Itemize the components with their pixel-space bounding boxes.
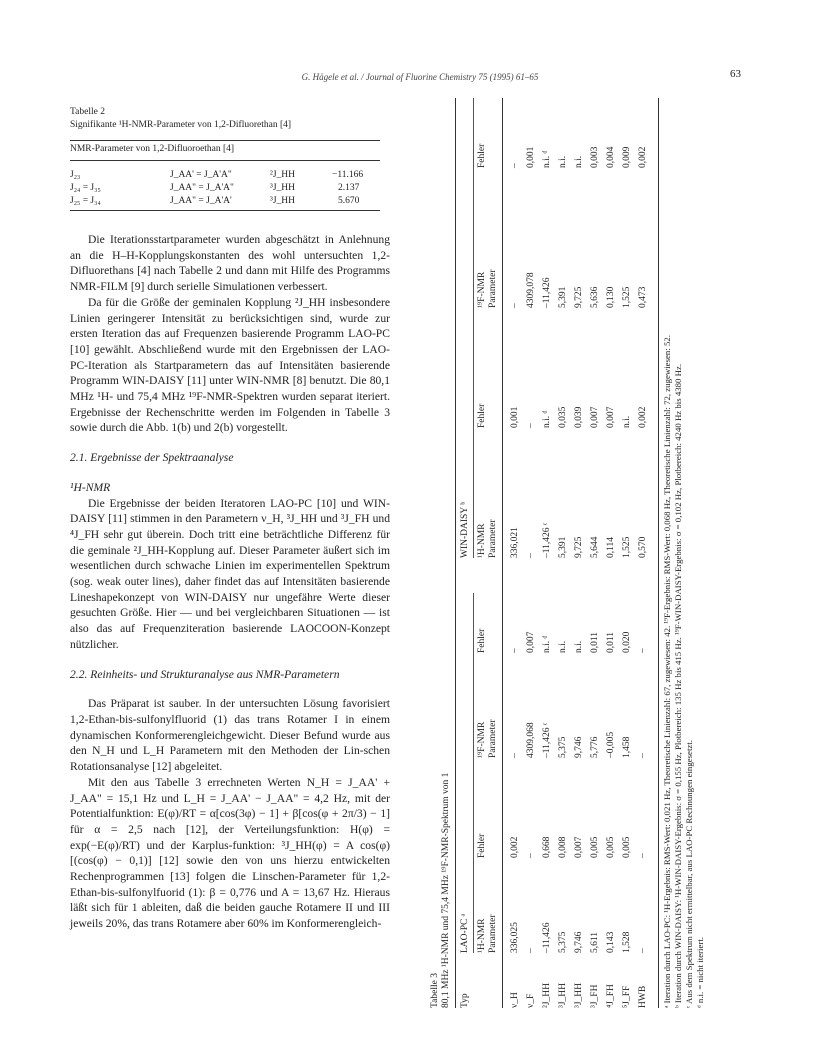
table3-cell: 5,611 (590, 931, 600, 953)
table2-cell: 5.670 (338, 196, 360, 206)
table3-cell: 0,035 (558, 406, 568, 428)
table3-cell: –11,426 ᶜ (542, 522, 552, 558)
table2-cell: J_AA" = J_A'A" (170, 183, 234, 193)
table2-caption-block (70, 106, 291, 132)
table3-cell: 0,570 (638, 536, 648, 558)
table3-cell: n.i. ᵈ (542, 150, 552, 168)
table3-cell: –11,426 (542, 922, 552, 953)
paragraph: Mit den aus Tabelle 3 errechneten Werten N_H = J_AA' + J_AA" = 15,1 Hz und L_H = J_AA' − J_AA" = 4,2 Hz, mit der Potentialfunktion: E(φ)/RT = α[cos(3φ) − 1] + β[cos(φ + 2π/3) − 1] für α = 2,5 nach [12], der Verteilungsfunktion: H(φ) = exp(−E(φ)/RT) und der Karplus-funktion: ³J_HH(φ) = A cos(φ)[(cos(φ) − 0,1)] [12] sowie den von uns hierzu entwickelten Rechenprogrammen [13] folgen die Linschen-Parameter für 1,2-Ethan-bis-sulfonylfuorid (1): β = 0,776 und A = 13,67 Hz. Hieraus läßt sich für 1 ableiten, daß die beiden gauche Rotamere II und III jeweils 20%, das trans Rotamere aber 60% im Konformerengleich- (70, 775, 390, 931)
table2-row (70, 170, 380, 182)
table3-cell: ²J_HH (542, 982, 552, 1008)
table2-cell: J_AA" = J_A'A' (170, 196, 232, 206)
table3-cell: 0,011 (590, 631, 600, 653)
table3-cell: – (638, 648, 648, 653)
table3-cell: 0,001 (526, 146, 536, 168)
table3-cell: 0,039 (574, 406, 584, 428)
table3-sub-fehler: Fehler (477, 143, 487, 168)
table3-cell: –11,426 (542, 277, 552, 308)
table3-sub-h: ¹H-NMR (477, 523, 487, 558)
table3-cell: 9,725 (574, 286, 584, 308)
table2-caption: Signifikante ¹H-NMR-Parameter von 1,2-Difluorethan [4] (70, 120, 292, 130)
table3-cell: 0,003 (590, 146, 600, 168)
table3-title: Tabelle 3 (430, 973, 440, 1008)
table3-group-lao: LAO-PC ᵃ (460, 913, 470, 953)
table3-cell: n.i. (558, 640, 568, 653)
table3-cell: 0,002 (638, 406, 648, 428)
table3-cell: 0,001 (510, 406, 520, 428)
table3-cell: 0,007 (590, 406, 600, 428)
table3-sub-param: Parameter (488, 269, 498, 308)
section-heading: 2.1. Ergebnisse der Spektraanalyse (70, 451, 234, 465)
table2 (70, 140, 380, 210)
table2-cell: ³J_HH (270, 183, 296, 193)
table3-cell: 0,143 (606, 931, 616, 953)
table2-cell: J₂₄ = J₃₅ (70, 183, 101, 193)
table3-cell: 0,002 (638, 146, 648, 168)
table3-cell: 5,375 (558, 736, 568, 758)
table2-cell: J₂₅ = J₃₄ (70, 196, 101, 206)
table3-cell: – (526, 948, 536, 953)
table3-cell: ⁵J_FF (622, 985, 632, 1008)
table3-sub-param: Parameter (488, 719, 498, 758)
table3-cell: ν_F (526, 993, 536, 1008)
table3-cell: –0,005 (606, 731, 616, 758)
table3-cell: n.i. (558, 155, 568, 168)
paragraph: Da für die Größe der geminalen Kopplung ²J_HH insbesondere Linien geringerer Intensität zu berücksichtigen sind, wurde zur ersten Iteration das auf Frequenzen basierende Programm LAO-PC [10] gewählt. Abschließend wurde mit den Ergebnissen der LAO-PC-Iteration als Startparametern das auf Intensitäten basierende Programm WIN-DAISY [11] unter WIN-NMR [8] benutzt. Die 80,1 MHz ¹H- und 75,4 MHz ¹⁹F-NMR-Spektren wurden separat iteriert. Ergebnisse der Rechenschritte werden im Folgenden in Tabelle 3 sowie durch die Abb. 1(b) und 2(b) vorgestellt. (70, 295, 390, 435)
table2-cell: ³J_HH (270, 196, 296, 206)
table3-cell: 0,007 (606, 406, 616, 428)
body-text (70, 232, 390, 932)
table3-cell: ⁴J_FH (606, 984, 616, 1008)
table3-cell: 5,776 (590, 736, 600, 758)
table2-subheader: NMR-Parameter von 1,2-Difluoroethan [4] (70, 144, 235, 154)
table3-cell: HWB (638, 985, 648, 1008)
table3-cell: 0,004 (606, 146, 616, 168)
table3-cell: 0,011 (606, 631, 616, 653)
table3-sub-fehler: Fehler (477, 628, 487, 653)
table3-cell: 0,007 (526, 631, 536, 653)
table3-sub-f: ¹⁹F-NMR (477, 721, 487, 758)
table3-sub-fehler: Fehler (477, 833, 487, 858)
paragraph: Die Ergebnisse der beiden Iteratoren LAO-PC [10] und WIN-DAISY [11] stimmen in den Parametern ν_H, ³J_HH und ³J_FH und ⁴J_FH sehr gut überein. Doch tritt eine beträchtliche Differenz für die geminale ²J_HH-Kopplung auf. Dieser Parameter äußert sich im wesentlichen durch schwache Linien im experimentellen Spektrum (sog. weak outer lines), daher findet das auf Intensitäten basierende Lineshapekonzept von WIN-DAISY nur ungefähre Werte dieser gesuchten Größe. Hier — und bei vergleichbaren Situationen — ist also das auf Frequenziteration basierende LAOCOON-Konzept nützlicher. (70, 496, 390, 651)
table3-sub-f: ¹⁹F-NMR (477, 271, 487, 308)
table2-cell: ²J_HH (270, 170, 296, 180)
table3-sub-param: Parameter (488, 519, 498, 558)
table3-cell: ³J_FH (590, 984, 600, 1008)
table3-cell: 1,528 (622, 931, 632, 953)
table3-cell: 5,644 (590, 536, 600, 558)
paragraph: Die Iterationsstartparameter wurden abgeschätzt in Anlehnung an die H–H-Kopplungskonstanten des wohl untersuchten 1,2-Difluorethans [4] nach Tabelle 2 und dann mit Hilfe des Programms NMR-FILM [9] durch serielle Simulationen verbessert. (70, 233, 390, 294)
table3-cell: – (510, 303, 520, 308)
table3-cell: – (638, 853, 648, 858)
subsection-heading: ¹H-NMR (70, 480, 111, 494)
table3-cell: 336,021 (510, 527, 520, 558)
table3-cell: n.i. ᵈ (542, 410, 552, 428)
table3-sub-h: ¹H-NMR (477, 918, 487, 953)
table3-cell: 0,020 (622, 631, 632, 653)
table3-cell: 0,130 (606, 286, 616, 308)
table3-cell: 9,746 (574, 736, 584, 758)
table2-row (70, 183, 380, 195)
table3-cell: – (510, 753, 520, 758)
table3-cell: 5,375 (558, 931, 568, 953)
paragraph: Das Präparat ist sauber. In der untersuchten Lösung favorisiert 1,2-Ethan-bis-sulfonylfluorid (1) das trans Rotamer I in einem dynamischen Konformerengleichgewicht. Dieser Befund wurde aus den N_H und L_H Parametern mit den Methoden der Lin-schen Rotationsanalyse [12] abgeleitet. (70, 697, 390, 774)
table3-cell: – (526, 423, 536, 428)
running-header: G. Hägele et al. / Journal of Fluorine Chemistry 75 (1995) 61–65 (301, 72, 539, 82)
table3-group-win: WIN-DAISY ᵇ (460, 501, 470, 558)
table3-cell: 1,525 (622, 536, 632, 558)
table2-cell: 2.137 (338, 183, 360, 193)
table3-cell: 0,668 (542, 836, 552, 858)
table2-row (70, 196, 380, 208)
table3-cell: – (526, 553, 536, 558)
table3-cell: 1,525 (622, 286, 632, 308)
table3-cell: – (638, 948, 648, 953)
table3-cell: ³J_HH (558, 982, 568, 1008)
table3-cell: n.i. ᵈ (542, 635, 552, 653)
table3-cell: 5,636 (590, 286, 600, 308)
table3-cell: 4309,078 (526, 272, 536, 308)
table3-cell: – (526, 853, 536, 858)
page-number: 63 (730, 68, 741, 80)
table3-cell: 0,007 (574, 836, 584, 858)
table3-cell: 4309,068 (526, 722, 536, 758)
table3-cell: 9,746 (574, 931, 584, 953)
table3-cell: 0,005 (590, 836, 600, 858)
table3-cell: 0,002 (510, 836, 520, 858)
table3-cell: n.i. (574, 155, 584, 168)
table3-cell: n.i. (574, 640, 584, 653)
table3-cell: 5,391 (558, 286, 568, 308)
table3-cell: 336,025 (510, 922, 520, 953)
table3-cell: 0,005 (606, 836, 616, 858)
table2-cell: J_AA' = J_A'A" (170, 170, 232, 180)
table3-cell: – (638, 753, 648, 758)
table3-caption: 80,1 MHz ¹H-NMR und 75,4 MHz ¹⁹F-NMR-Spektrum von 1 (441, 772, 451, 1008)
table3-cell: 0,008 (558, 836, 568, 858)
table3-cell: 5,391 (558, 536, 568, 558)
table3-sub-fehler: Fehler (477, 403, 487, 428)
table3-cell: 0,009 (622, 146, 632, 168)
table3-footnote: ᵇ Iteration durch WIN-DAISY: ¹H-WIN-DAISY-Ergebnis: σ = 0,155 Hz, Plotbereich: 135 Hz bis 415 Hz. ¹⁹F-WIN-DAISY-Ergebnis: σ = 0,102 Hz, Plotbereich: 4240 Hz bis 4380 Hz. (673, 363, 683, 1008)
table3-cell: – (510, 163, 520, 168)
table3-cell: ³J_HH (574, 982, 584, 1008)
table3-cell: n.i. (622, 415, 632, 428)
table2-title: Tabelle 2 (70, 107, 105, 117)
table2-cell: J₂₃ (70, 170, 81, 180)
section-heading: 2.2. Reinheits- und Strukturanalyse aus NMR-Parametern (70, 667, 340, 681)
table3-cell: – (510, 648, 520, 653)
table3-cell: ν_H (510, 992, 520, 1008)
table3-col-typ: Typ (460, 993, 470, 1008)
table3-footnote: ᵈ n.i. = nicht iteriert. (695, 937, 705, 1008)
table3 (430, 98, 730, 1008)
table2-cell: −11.166 (332, 170, 364, 180)
table3-footnote: ᶜ Aus dem Spektrum nicht ermittelbar, aus LAO-PC Rechnungen eingesetzt. (684, 740, 694, 1008)
table3-sub-param: Parameter (488, 914, 498, 953)
table3-cell: 0,473 (638, 286, 648, 308)
table3-cell: 0,114 (606, 536, 616, 558)
table3-cell: –11,426 ᶜ (542, 722, 552, 758)
table3-cell: 1,458 (622, 736, 632, 758)
table3-footnote: ᵃ Iteration durch LAO-PC: ¹H-Ergebnis: RMS-Wert: 0,021 Hz, Theoretische Linienzahl: 67, zugewiesen: 42. ¹⁹F-Ergebnis: RMS-Wert: 0,068 Hz, Theoretische Linienzahl: 72, zugewiesen: 52. (662, 335, 672, 1008)
table3-cell: 0,005 (622, 836, 632, 858)
table3-cell: 9,725 (574, 536, 584, 558)
